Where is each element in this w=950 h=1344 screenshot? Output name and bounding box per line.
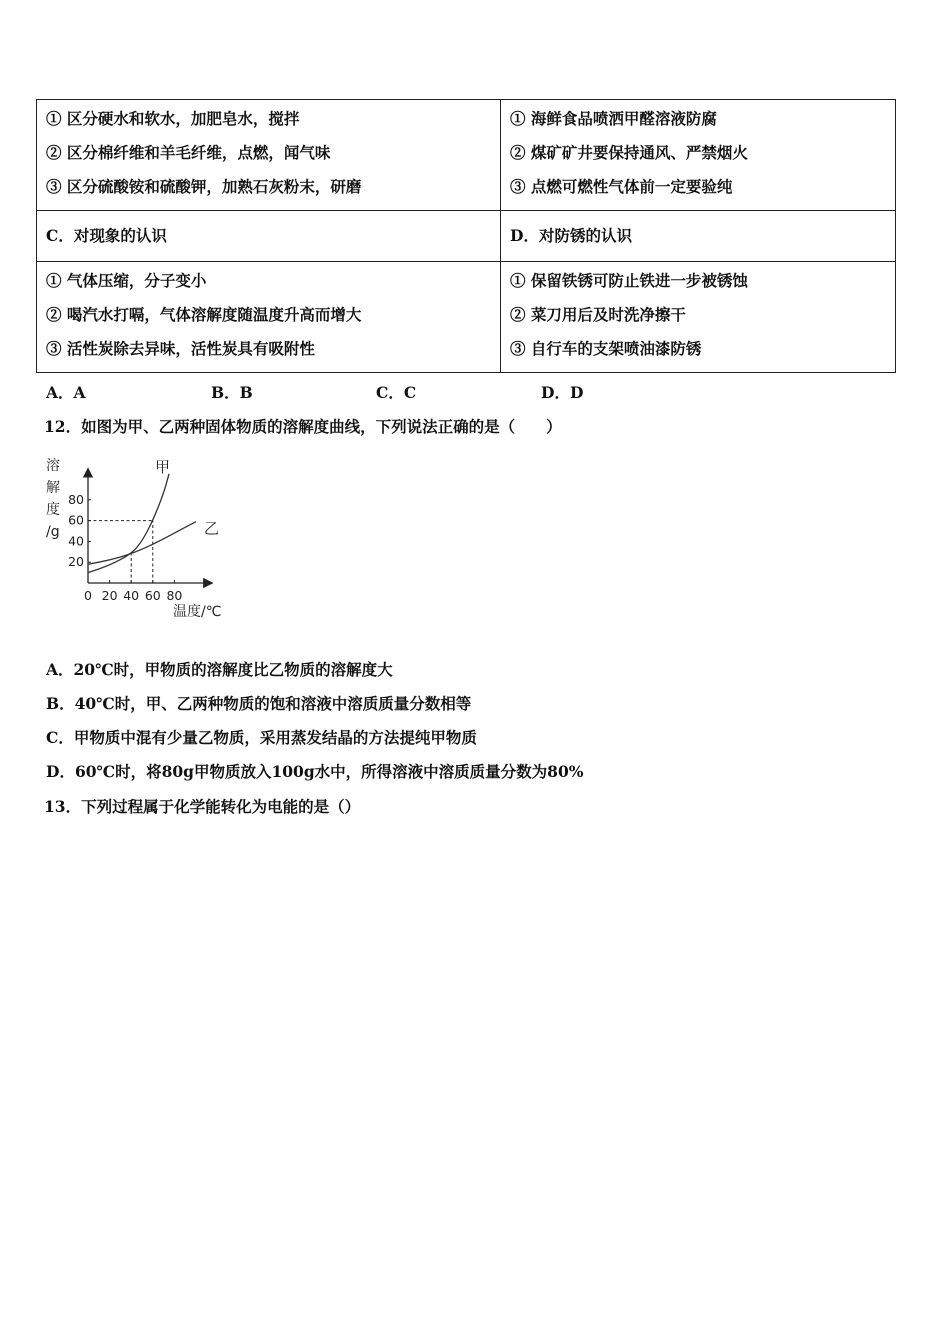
list-item: ③ 点燃可燃性气体前一定要验纯 — [510, 177, 733, 196]
x-tick-label: 80 — [166, 588, 183, 603]
table-cell — [501, 100, 896, 211]
series-line-jia — [88, 474, 169, 573]
solubility-chart — [40, 450, 240, 625]
x-axis-label: 温度/℃ — [173, 604, 222, 620]
section-heading-d: D．对防锈的认识 — [510, 226, 632, 245]
q12-option-c[interactable]: C．甲物质中混有少量乙物质，采用蒸发结晶的方法提纯甲物质 — [46, 728, 477, 747]
y-axis-label: 溶 — [46, 458, 60, 474]
x-tick-label: 40 — [123, 588, 140, 603]
y-tick-label: 80 — [68, 491, 84, 507]
table-cell — [37, 262, 501, 373]
y-axis-label: /g — [46, 524, 60, 540]
q12-option-a[interactable]: A．20℃时，甲物质的溶解度比乙物质的溶解度大 — [46, 660, 393, 679]
list-item: ① 气体压缩，分子变小 — [46, 271, 207, 290]
y-tick-label: 60 — [68, 512, 84, 528]
y-tick-label: 40 — [68, 533, 84, 549]
list-item: ① 海鲜食品喷洒甲醛溶液防腐 — [510, 109, 717, 128]
q12-stem: 12．如图为甲、乙两种固体物质的溶解度曲线，下列说法正确的是（ ） — [44, 417, 562, 436]
list-item: ② 喝汽水打嗝，气体溶解度随温度升高而增大 — [46, 305, 362, 324]
table-row — [37, 100, 896, 211]
y-axis-label: 解 — [46, 480, 60, 496]
list-item: ③ 活性炭除去异味，活性炭具有吸附性 — [46, 339, 315, 358]
series-label: 乙 — [204, 519, 220, 538]
list-item: ③ 自行车的支架喷油漆防锈 — [510, 339, 702, 358]
q12-option-d[interactable]: D．60℃时，将80g甲物质放入100g水中，所得溶液中溶质质量分数为80% — [46, 762, 584, 781]
knowledge-table — [36, 99, 896, 373]
table-row — [37, 262, 896, 373]
q13-stem: 13．下列过程属于化学能转化为电能的是（） — [44, 797, 361, 816]
table-cell — [37, 100, 501, 211]
table-header-cell — [501, 211, 896, 262]
y-tick-label: 20 — [68, 554, 84, 570]
list-item: ② 区分棉纤维和羊毛纤维，点燃，闻气味 — [46, 143, 331, 162]
option-a[interactable]: A．A — [46, 383, 86, 402]
option-c[interactable]: C．C — [376, 383, 417, 402]
section-heading-c: C．对现象的认识 — [46, 226, 167, 245]
list-item: ① 保留铁锈可防止铁进一步被锈蚀 — [510, 271, 748, 290]
x-tick-label: 0 — [84, 588, 92, 603]
list-item: ③ 区分硫酸铵和硫酸钾，加熟石灰粉末，研磨 — [46, 177, 362, 196]
list-item: ① 区分硬水和软水，加肥皂水，搅拌 — [46, 109, 300, 128]
table-cell — [501, 262, 896, 373]
table-row — [37, 211, 896, 262]
option-b[interactable]: B．B — [211, 383, 253, 402]
q12-option-b[interactable]: B．40℃时，甲、乙两种物质的饱和溶液中溶质质量分数相等 — [46, 694, 472, 713]
series-line-yi — [88, 522, 196, 565]
series-label: 甲 — [155, 457, 171, 476]
list-item: ② 菜刀用后及时洗净擦干 — [510, 305, 686, 324]
option-d[interactable]: D．D — [541, 383, 584, 402]
y-axis-label: 度 — [46, 502, 60, 518]
table-header-cell — [37, 211, 501, 262]
list-item: ② 煤矿矿井要保持通风、严禁烟火 — [510, 143, 748, 162]
x-tick-label: 60 — [144, 588, 161, 603]
x-tick-label: 20 — [101, 588, 118, 603]
